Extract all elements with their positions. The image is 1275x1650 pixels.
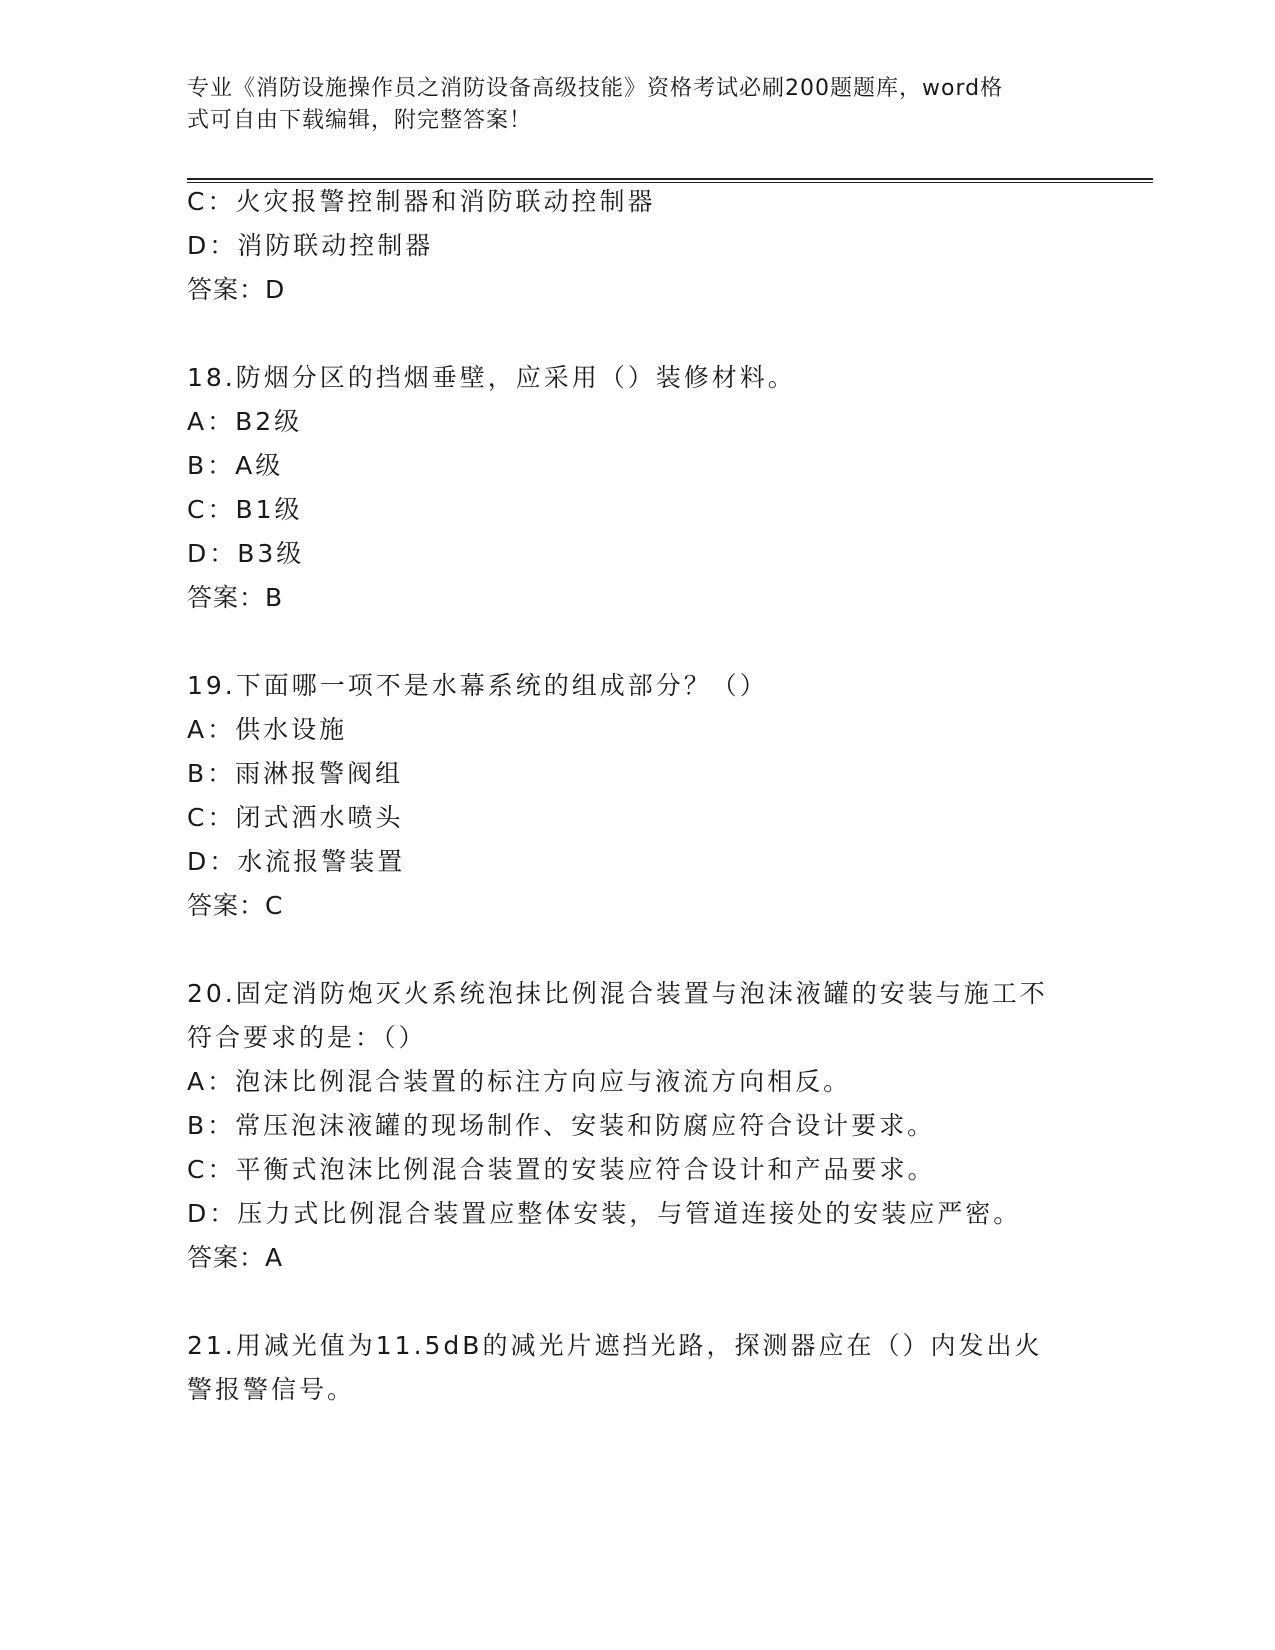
q20-option-a: A：泡沫比例混合装置的标注方向应与液流方向相反。 — [187, 1067, 852, 1096]
q17-answer: 答案：D — [187, 275, 286, 304]
q17-option-d: D：消防联动控制器 — [187, 231, 434, 260]
q20-answer: 答案：A — [187, 1243, 284, 1272]
q21-question-line-2: 警报警信号。 — [187, 1375, 356, 1404]
q21-question-line-1: 21.用减光值为11.5dB的减光片遮挡光路，探测器应在（）内发出火 — [187, 1331, 1043, 1360]
header-line-2: 式可自由下载编辑，附完整答案！ — [187, 108, 533, 133]
q19-option-d: D：水流报警装置 — [187, 847, 406, 876]
q20-option-b: B：常压泡沫液罐的现场制作、安装和防腐应符合设计要求。 — [187, 1111, 936, 1140]
q19-answer: 答案：C — [187, 891, 284, 920]
header-line-1: 专业《消防设施操作员之消防设备高级技能》资格考试必刷200题题库，word格 — [187, 76, 1004, 101]
q20-question-line-2: 符合要求的是：（） — [187, 1023, 427, 1052]
q20-option-d: D：压力式比例混合装置应整体安装，与管道连接处的安装应严密。 — [187, 1199, 1022, 1228]
q18-option-d: D：B3级 — [187, 539, 305, 568]
q18-option-a: A：B2级 — [187, 407, 303, 436]
q20-question-line-1: 20.固定消防炮灭火系统泡抹比例混合装置与泡沫液罐的安装与施工不 — [187, 979, 1048, 1008]
header-divider — [187, 178, 1153, 183]
q18-option-c: C：B1级 — [187, 495, 303, 524]
q19-question: 19.下面哪一项不是水幕系统的组成部分？（） — [187, 671, 768, 700]
q19-option-b: B：雨淋报警阀组 — [187, 759, 404, 788]
q18-option-b: B：A级 — [187, 451, 284, 480]
document-header — [187, 73, 1067, 137]
q19-option-a: A：供水设施 — [187, 715, 348, 744]
q19-option-c: C：闭式洒水喷头 — [187, 803, 404, 832]
q20-option-c: C：平衡式泡沫比例混合装置的安装应符合设计和产品要求。 — [187, 1155, 936, 1184]
q18-answer: 答案：B — [187, 583, 284, 612]
q18-question: 18.防烟分区的挡烟垂壁，应采用（）装修材料。 — [187, 363, 796, 392]
q17-option-c: C：火灾报警控制器和消防联动控制器 — [187, 187, 656, 216]
